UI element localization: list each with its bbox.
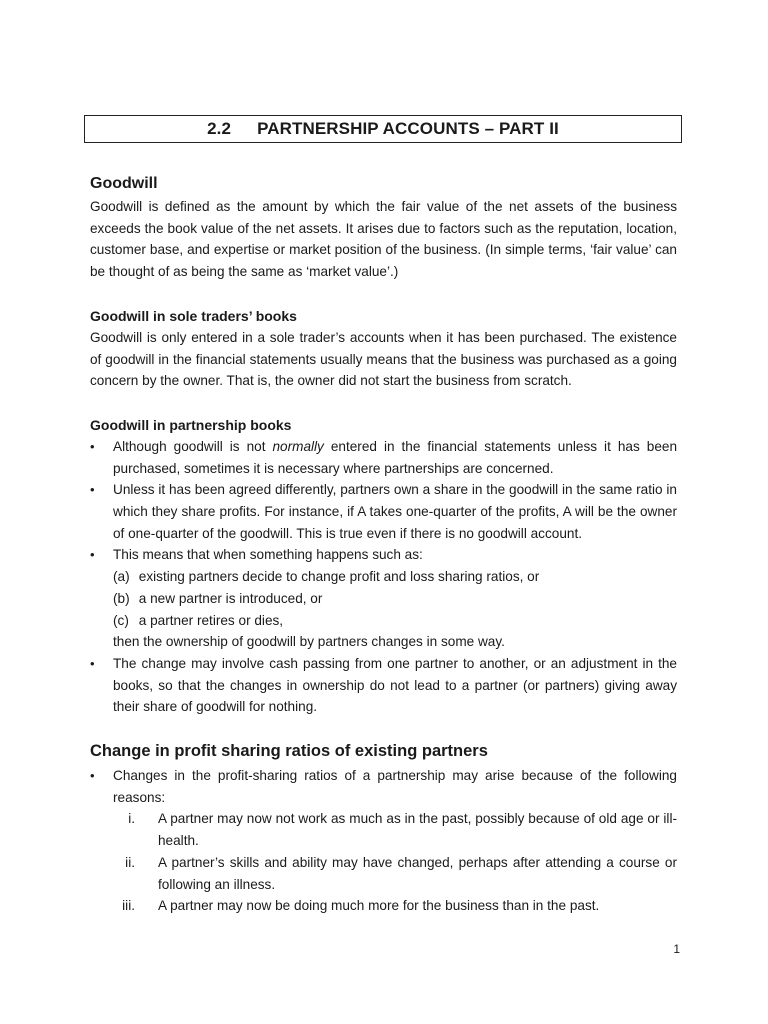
heading-goodwill: Goodwill [90, 175, 158, 192]
bullet-icon: • [90, 547, 95, 563]
sub-item-text: a new partner is introduced, or [138, 590, 323, 606]
section-title: PARTNERSHIP ACCOUNTS – PART II [257, 119, 559, 138]
reason-item [113, 895, 677, 917]
bullet-text: then the ownership of goodwill by partners changes in some way. [113, 634, 505, 650]
heading-sole-traders: Goodwill in sole traders’ books [90, 307, 297, 324]
sub-list-item [113, 566, 677, 588]
document-body [90, 174, 677, 917]
sub-item-label: (b) [113, 590, 130, 606]
list-item [90, 479, 677, 544]
page-number: 1 [673, 942, 680, 956]
reason-text: A partner may now be doing much more for the business than in the past. [158, 898, 600, 914]
reason-item [113, 808, 677, 851]
bullet-text: Changes in the profit-sharing ratios of a partnership may arise because of the following reasons: [113, 768, 677, 805]
event-sub-list [113, 566, 677, 631]
bullet-text: entered in the financial statements unless it has been purchased, sometimes it is necessary where partnerships are concerned. [113, 438, 678, 476]
sub-list-item [113, 588, 677, 610]
heading-partnership-books: Goodwill in partnership books [90, 416, 292, 433]
bullet-text: Although goodwill is not [113, 438, 273, 454]
list-item [90, 765, 677, 917]
reason-number: i. [128, 811, 135, 827]
paragraph-goodwill-definition: Goodwill is defined as the amount by which the fair value of the net assets of the business exceeds the book value of the net assets. It arises due to factors such as the reputation, location, customer base, and expertise or market position of the business. (In simple terms, ‘fair value’ can be thought of as being the same as ‘market value’.) [90, 199, 677, 280]
sub-list-item [113, 610, 677, 632]
paragraph-sole-traders: Goodwill is only entered in a sole trader’s accounts when it has been purchased. The existence of goodwill in the financial statements usually means that the business was purchased as a going concern by the owner. That is, the owner did not start the business from scratch. [90, 329, 677, 389]
bullet-text: This means that when something happens such as: [113, 547, 423, 563]
heading-change-ratios: Change in profit sharing ratios of existing partners [90, 742, 488, 761]
reason-text: A partner’s skills and ability may have changed, perhaps after attending a course or following an illness. [158, 854, 677, 892]
bullet-icon: • [90, 438, 95, 454]
bullet-icon: • [90, 655, 95, 671]
ratio-bullet-list [90, 765, 677, 917]
list-item [90, 544, 677, 653]
list-item [90, 436, 677, 479]
bullet-text: The change may involve cash passing from one partner to another, or an adjustment in the books, so that the changes in ownership do not lead to a partner (or partners) giving away their share of goodwill for nothing. [113, 655, 677, 715]
sub-item-label: (c) [113, 612, 129, 628]
bullet-icon: • [90, 482, 95, 498]
reason-text: A partner may now not work as much as in the past, possibly because of old age or ill-health. [158, 811, 677, 849]
bullet-icon: • [90, 768, 95, 784]
sub-item-label: (a) [113, 569, 130, 585]
list-item [90, 653, 677, 718]
emphasis-text: normally [272, 438, 324, 454]
sub-item-text: a partner retires or dies, [138, 612, 284, 628]
reason-number: iii. [122, 898, 135, 914]
section-number: 2.2 [207, 119, 232, 138]
reasons-list [113, 808, 677, 917]
section-title-box [84, 115, 682, 143]
reason-number: ii. [125, 854, 135, 870]
partnership-bullet-list [90, 436, 677, 718]
reason-item [113, 852, 677, 895]
sub-item-text: existing partners decide to change profit and loss sharing ratios, or [138, 569, 540, 585]
bullet-text: Unless it has been agreed differently, partners own a share in the goodwill in the same ratio in which they share profits. For instance, if A takes one-quarter of the profits, A will be the owner of one-quarter of the goodwill. This is true even if there is no goodwill account. [113, 482, 677, 541]
